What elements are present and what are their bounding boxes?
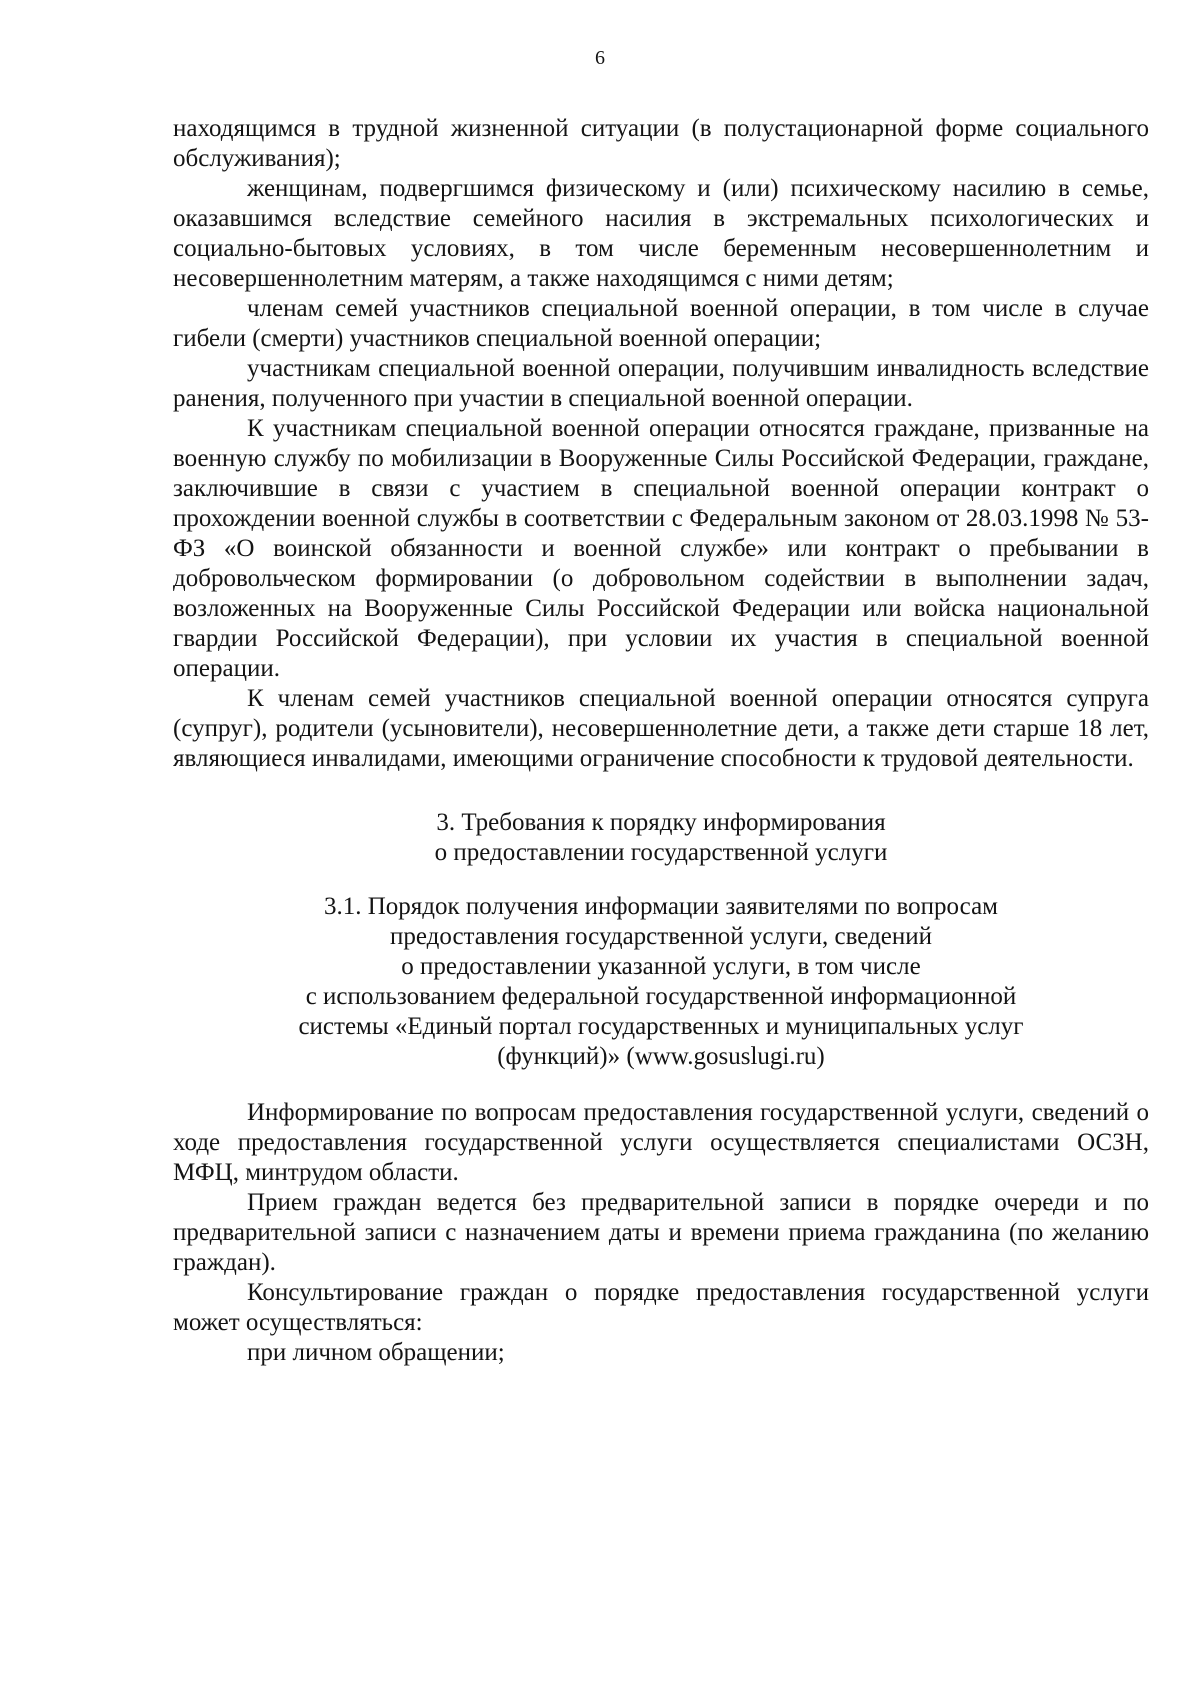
paragraph: Информирование по вопросам предоставления государственной услуги, сведений о ходе предоставления государственной услуги осуществляется специалистами ОСЗН, МФЦ, минтрудом области. [173,1099,1149,1186]
paragraph: Прием граждан ведется без предварительной записи в порядке очереди и по предварительной записи с назначением даты и времени приема гражданина (по желанию граждан). [173,1189,1149,1276]
paragraph: Консультирование граждан о порядке предоставления государственной услуги может осуществляться: [173,1279,1149,1336]
subsection-heading-line: системы «Единый портал государственных и муниципальных услуг [298,1013,1024,1040]
subsection-heading-line: о предоставлении указанной услуги, в том числе [401,953,921,980]
document-body [173,114,1149,1368]
subsection-heading-line: с использованием федеральной государственной информационной [305,983,1017,1010]
paragraph: членам семей участников специальной военной операции, в том числе в случае гибели (смерти) участников специальной военной операции; [173,295,1149,352]
paragraph: находящимся в трудной жизненной ситуации (в полустационарной форме социального обслуживания); [173,115,1149,172]
paragraph: женщинам, подвергшимся физическому и (или) психическому насилию в семье, оказавшимся вследствие семейного насилия в экстремальных психологических и социально-бытовых условиях, в том числе беременным несовершеннолетним и несовершеннолетним матерям, а также находящимся с ними детям; [173,175,1149,292]
paragraph: К членам семей участников специальной военной операции относятся супруга (супруг), родители (усыновители), несовершеннолетние дети, а также дети старше 18 лет, являющиеся инвалидами, имеющими ограничение способности к трудовой деятельности. [173,685,1149,772]
paragraph: при личном обращении; [247,1339,505,1366]
paragraph: К участникам специальной военной операции относятся граждане, призванные на военную службу по мобилизации в Вооруженные Силы Российской Федерации, граждане, заключившие в связи с участием в специальной военной операции контракт о прохождении военной службы в соответствии с Федеральным законом от 28.03.1998 № 53-ФЗ «О воинской обязанности и военной службе» или контракт о пребывании в добровольческом формировании (о добровольном содействии в выполнении задач, возложенных на Вооруженные Силы Российской Федерации или войска национальной гвардии Российской Федерации), при условии их участия в специальной военной операции. [173,415,1149,682]
subsection-heading [173,892,1149,1072]
section-heading [173,808,1149,868]
section-heading-line: о предоставлении государственной услуги [434,839,888,866]
subsection-heading-line: (функций)» (www.gosuslugi.ru) [497,1043,825,1070]
subsection-heading-line: предоставления государственной услуги, сведений [389,923,933,950]
page-number: 6 [595,47,605,69]
section-heading-line: 3. Требования к порядку информирования [436,809,886,836]
subsection-heading-line: 3.1. Порядок получения информации заявителями по вопросам [323,893,998,920]
paragraph: участникам специальной военной операции, получившим инвалидность вследствие ранения, полученного при участии в специальной военной операции. [173,355,1149,412]
